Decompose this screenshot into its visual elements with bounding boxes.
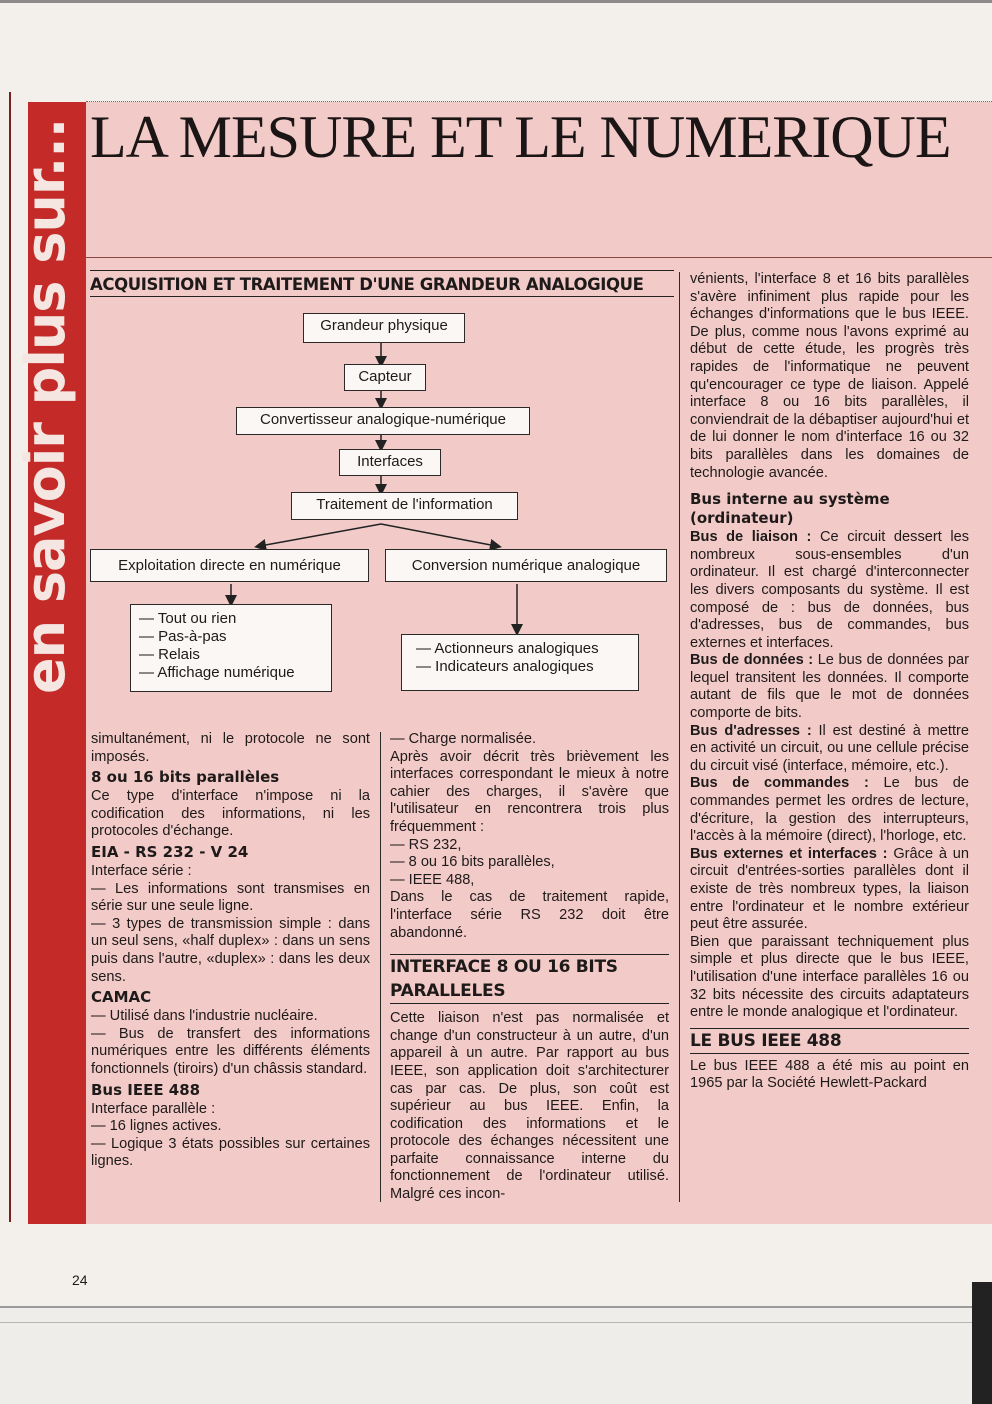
heading-camac: CAMAC <box>91 988 152 1007</box>
paragraph: — Charge normalisée. <box>390 731 537 747</box>
paragraph: Bien que paraissant techniquement plus simple et plus directe que le bus IEEE, l'utilisation d'une interface parallèles 16 ou 32 bits nécessite des circuits adaptateurs entre le monde analogique et l'ordinateur. <box>690 933 969 1021</box>
paragraph: — Utilisé dans l'industrie nucléaire. <box>91 1008 318 1025</box>
box-grandeur-physique: Grandeur physique <box>303 313 465 343</box>
box-interfaces: Interfaces <box>339 449 441 476</box>
definition: Le bus de données par lequel transitent les données. Il comporte autant de fils que le mot de données comporte de bits. <box>690 652 969 722</box>
paragraph: Interface parallèle : <box>91 1100 216 1117</box>
definition: Ce circuit dessert les nombreux sous-ensembles d'un ordinateur. Il est chargé d'interconnecter les divers composants du système. Il est composé de : bus de données, bus d'adresses, bus de commandes, bus externes et interfaces. <box>690 529 969 651</box>
term: Bus de liaison : <box>690 529 812 546</box>
list-item: — Pas-à-pas <box>139 628 227 645</box>
page-bottom-margin <box>0 1306 992 1404</box>
definition: Il est destiné à mettre en activité un circuit, ou une cellule précise du circuit visé (interface, mémoire, etc.). <box>690 722 969 774</box>
box-convertisseur: Convertisseur analogique-numérique <box>236 407 530 435</box>
paragraph <box>690 652 969 722</box>
paragraph: — Bus de transfert des informations numériques entre les différents éléments fonctionnels (tiroirs) d'un châssis standard. <box>91 1025 370 1077</box>
heading-8-16-bits: 8 ou 16 bits parallèles <box>91 768 280 787</box>
paragraph <box>690 775 969 845</box>
box-traitement: Traitement de l'information <box>291 492 518 520</box>
heading-bus-interne: Bus interne au système (ordinateur) <box>690 490 890 528</box>
paragraph <box>690 529 969 652</box>
term: Bus d'adresses : <box>690 722 812 739</box>
box-list-numerique <box>130 604 332 692</box>
list-item: — Relais <box>139 646 200 663</box>
arrow-traitement-conversion <box>381 524 496 546</box>
definition: Grâce à un circuit d'entrées-sorties parallèles dont il existe de très nombreux types, la liaison entre l'ordinateur et le nombre extérieur peut être assurée. <box>690 845 969 933</box>
diagram-heading: ACQUISITION ET TRAITEMENT D'UNE GRANDEUR ANALOGIQUE <box>90 270 674 297</box>
paragraph: Cette liaison n'est pas normalisée et change d'un constructeur à un autre, d'un appareil à un autre. Par rapport au bus IEEE, son application doit s'architecturer cas par cas. De plus, son coût est supérieur au bus IEEE. Enfin, la codification des informations et le protocole des échanges nécessitent une parfaite connaissance interne du fonctionnement de l'ordinateur utilisé. Malgré ces incon- <box>390 1010 669 1203</box>
paragraph: Interface série : <box>91 862 192 879</box>
paragraph: Après avoir décrit très brièvement les interfaces correspondant le mieux à notre cahier des charges, il s'avère que l'utilisateur en rencontrera trois plus fréquemment : <box>390 748 669 835</box>
paragraph <box>690 723 969 776</box>
side-title: en savoir plus sur... <box>14 118 77 694</box>
column-3 <box>690 271 969 1093</box>
list-item: — Indicateurs analogiques <box>416 658 594 675</box>
box-exploitation: Exploitation directe en numérique <box>90 549 369 582</box>
term: Bus externes et interfaces : <box>690 845 888 862</box>
paragraph <box>690 846 969 934</box>
heading-bus-ieee: Bus IEEE 488 <box>91 1080 201 1099</box>
list-item: — IEEE 488, <box>390 871 475 888</box>
term: Bus de commandes : <box>690 775 869 792</box>
paragraph: Dans le cas de traitement rapide, l'interface série RS 232 doit être abandonné. <box>390 889 669 941</box>
page-title: LA MESURE ET LE NUMERIQUE <box>90 104 951 170</box>
paragraph: Le bus IEEE 488 a été mis au point en 1965 par la Société Hewlett-Packard <box>690 1057 969 1092</box>
list-item: — RS 232, <box>390 836 462 853</box>
paragraph: simultanément, ni le protocole ne sont imposés. <box>91 731 370 765</box>
page-edge-shadow <box>972 1282 992 1404</box>
column-rule <box>380 732 381 1202</box>
paragraph: Ce type d'interface n'impose ni la codification des informations, ni les protocoles d'échange. <box>91 788 370 840</box>
heading-rs232: EIA - RS 232 - V 24 <box>91 842 249 861</box>
paragraph: — 16 lignes actives. <box>91 1118 222 1135</box>
page-number: 24 <box>72 1272 88 1288</box>
page-fold-line <box>0 1306 992 1308</box>
page-fold-line <box>0 1322 992 1323</box>
paragraph: vénients, l'interface 8 et 16 bits parallèles s'avère infiniment plus rapide pour les échanges d'informations que le bus IEEE. De plus, comme nous l'avons exprimé au début de cette étude, les progrès très rapides de l'informatique ne peuvent qu'encourager ce type de liaison. Appelé interface 8 ou 16 bits parallèles, il conviendrait de la débaptiser aujourd'hui et de lui donner le nom d'interface 16 ou 32 bits parallèles dans les domaines de technologie avancée. <box>690 271 969 481</box>
column-rule <box>679 272 680 1202</box>
box-capteur: Capteur <box>344 364 426 391</box>
definition: Le bus de commandes permet les ordres de lecture, d'écriture, la gestion des interrupteurs, l'accès à la mémoire (direct), l'horloge, etc. <box>690 775 969 845</box>
list-item: — Tout ou rien <box>139 610 237 627</box>
heading-le-bus-ieee: LE BUS IEEE 488 <box>690 1028 969 1054</box>
box-conversion: Conversion numérique analogique <box>385 549 667 582</box>
list-item: — Affichage numérique <box>139 664 295 681</box>
paragraph: — Logique 3 états possibles sur certaines lignes. <box>91 1135 370 1170</box>
paragraph: — 3 types de transmission simple : dans un seul sens, «half duplex» : dans un sens puis dans l'autre, «duplex» : dans les deux sens. <box>91 915 370 985</box>
list-item: — 8 ou 16 bits parallèles, <box>390 854 555 871</box>
column-1 <box>91 731 370 1171</box>
paragraph: — Les informations sont transmises en série sur une seule ligne. <box>91 880 370 915</box>
box-list-analogique <box>401 634 639 691</box>
column-2 <box>390 731 669 1204</box>
list-item: — Actionneurs analogiques <box>416 640 599 657</box>
heading-interface-paralleles: INTERFACE 8 OU 16 BITS PARALLELES <box>390 954 669 1004</box>
term: Bus de données : <box>690 652 814 669</box>
arrow-traitement-exploitation <box>260 524 381 546</box>
